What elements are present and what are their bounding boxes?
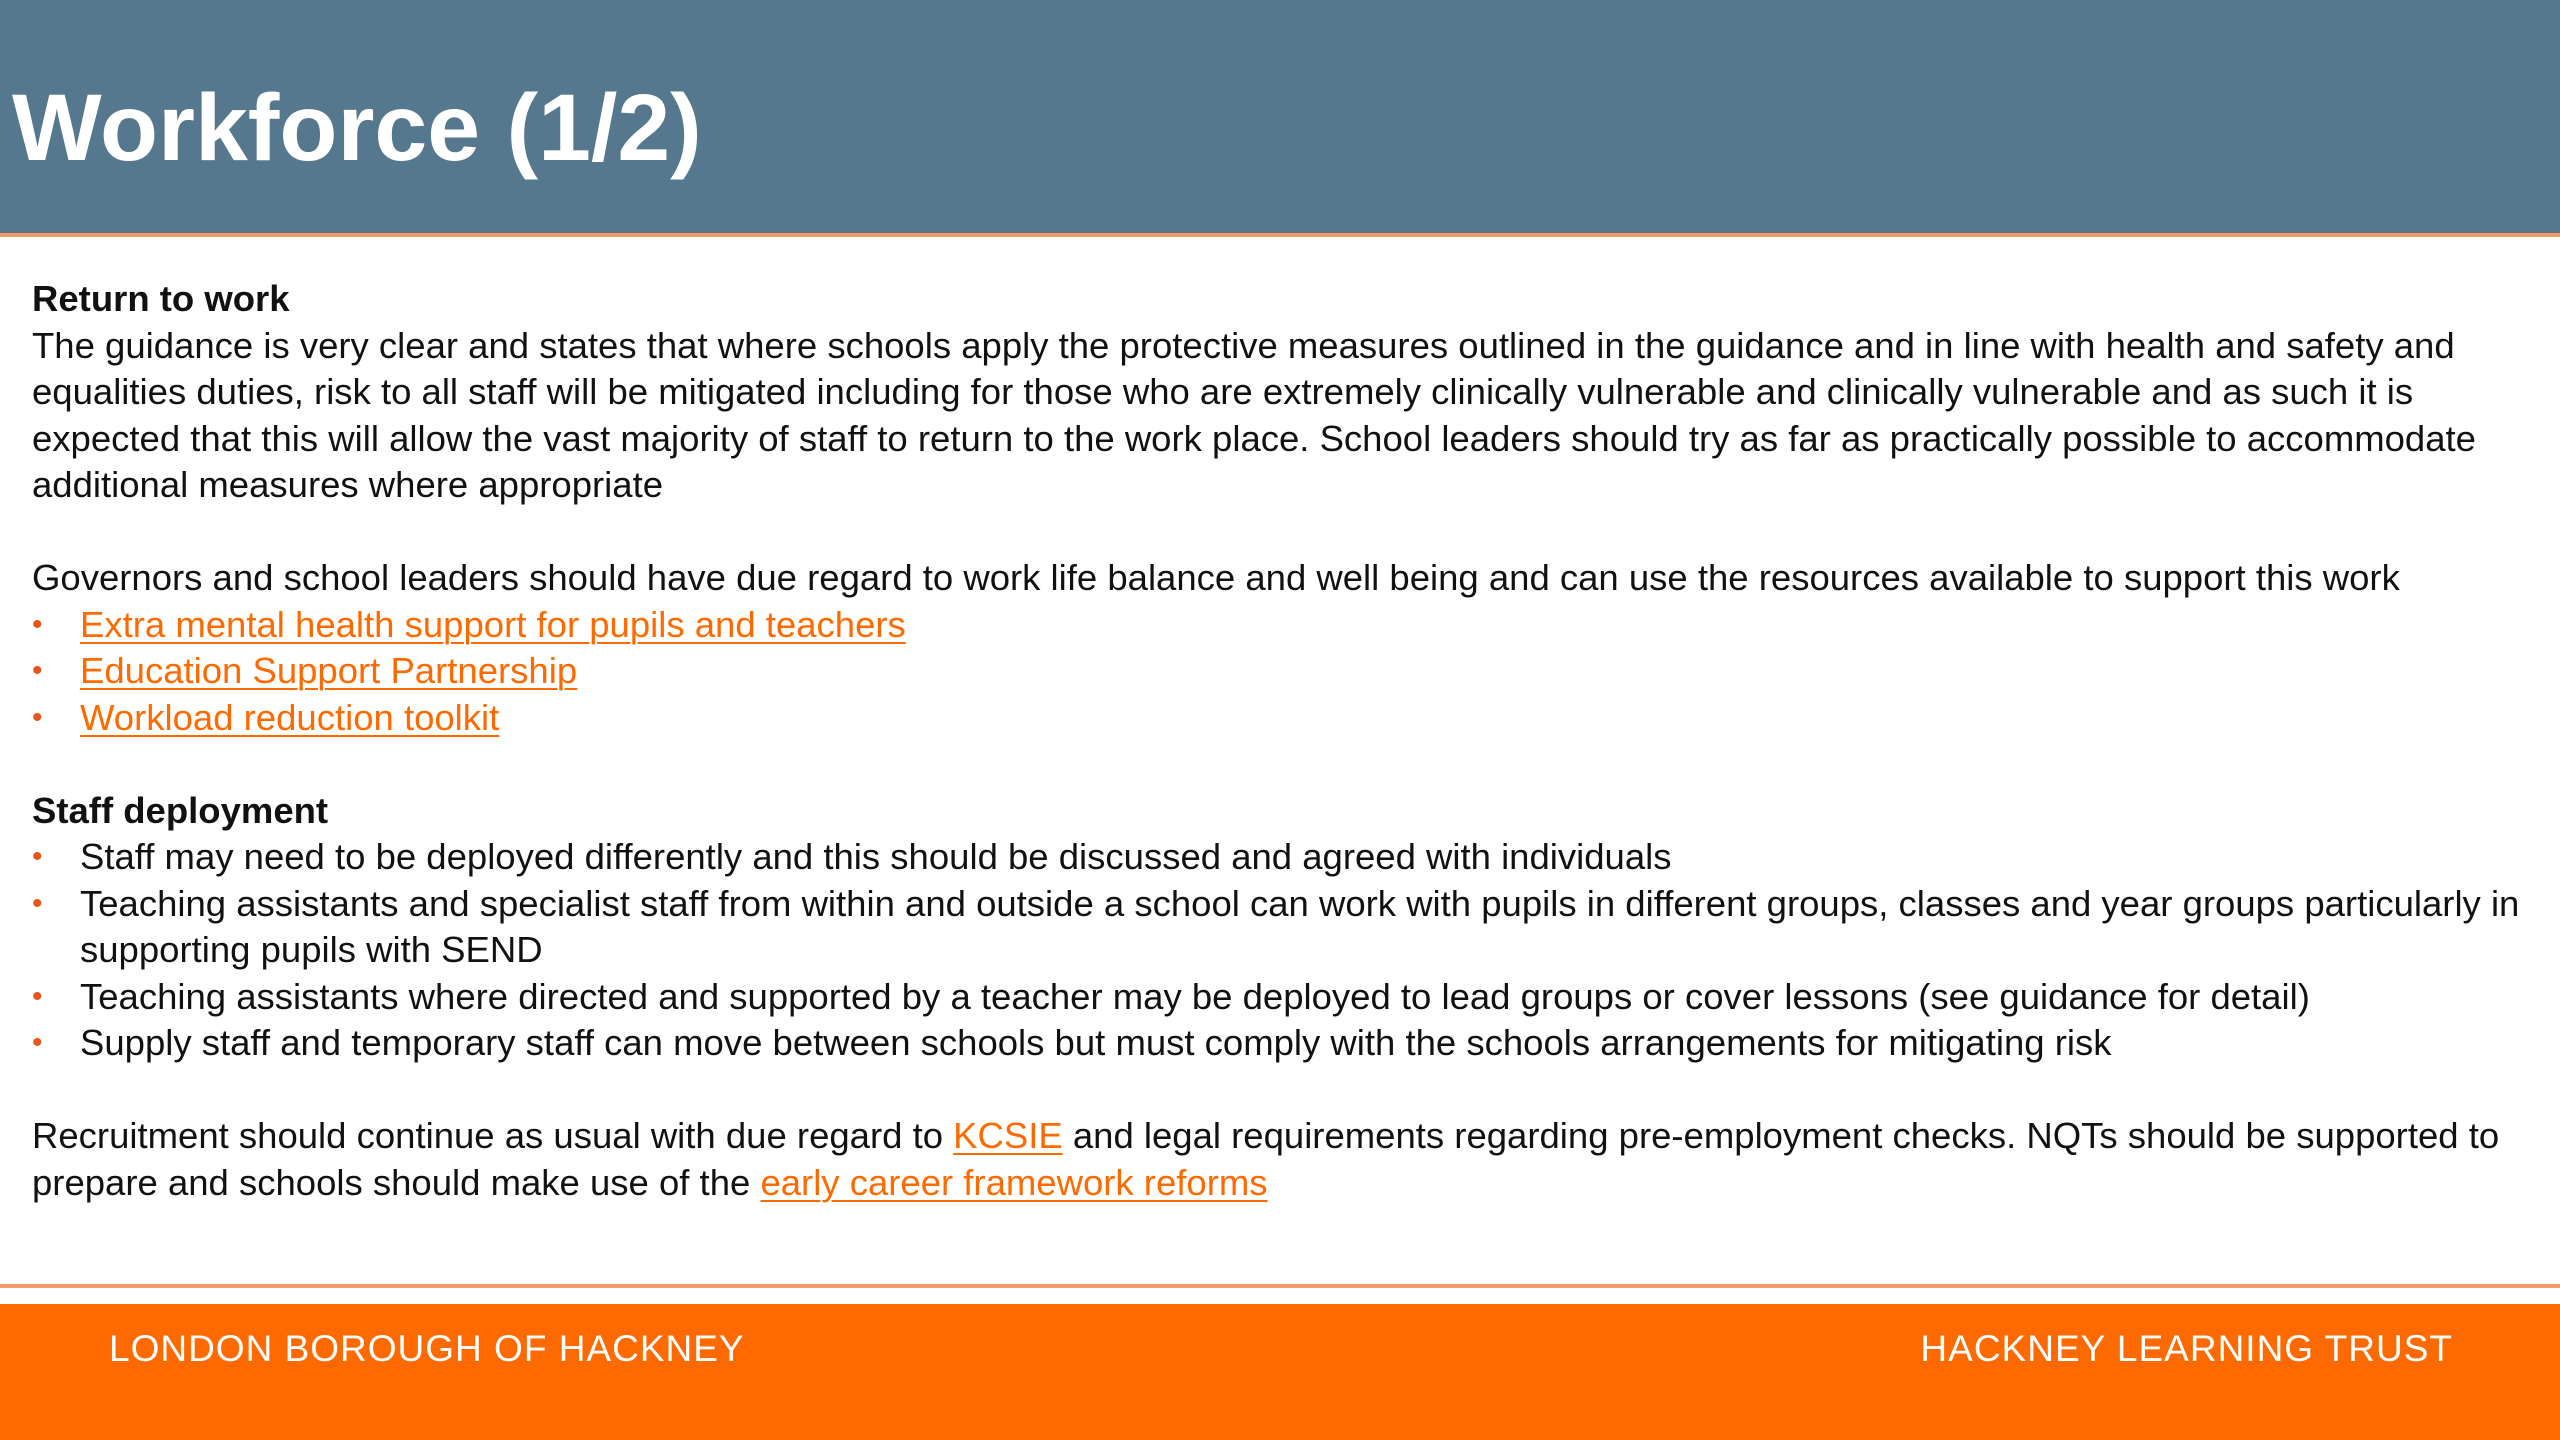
bullet-icon: •: [32, 1026, 43, 1059]
list-item: [32, 648, 2532, 695]
footer-org-right: HACKNEY LEARNING TRUST: [1920, 1328, 2453, 1369]
list-item-text: Staff may need to be deployed differently and this should be discussed and agreed with individuals: [80, 836, 1672, 877]
list-item: [32, 1020, 2532, 1067]
wellbeing-paragraph: Governors and school leaders should have due regard to work life balance and well being and can use the resources available to support this work: [32, 557, 2400, 598]
list-item: [32, 695, 2532, 742]
spacer: [32, 741, 2532, 788]
section-heading-return-to-work: Return to work: [32, 278, 290, 319]
bullet-icon: •: [32, 979, 43, 1013]
header-divider: [0, 233, 2560, 237]
workload-reduction-toolkit-link[interactable]: Workload reduction toolkit: [80, 696, 500, 738]
list-item-text: Teaching assistants where directed and supported by a teacher may be deployed to lead groups or cover lessons (see guidance for detail): [80, 975, 2310, 1017]
list-item-text: Supply staff and temporary staff can move between schools but must comply with the schools arrangements for mitigating risk: [80, 1022, 2112, 1063]
bullet-icon: •: [32, 840, 43, 873]
list-item: [32, 834, 2532, 881]
footer-org-left: LONDON BOROUGH OF HACKNEY: [109, 1328, 745, 1369]
bullet-icon: •: [32, 886, 43, 920]
slide-header: [0, 0, 2560, 233]
section-heading-staff-deployment: Staff deployment: [32, 789, 329, 831]
spacer: [32, 1067, 2532, 1114]
slide-title: Workforce (1/2): [12, 75, 702, 181]
mental-health-support-link[interactable]: Extra mental health support for pupils and teachers: [80, 603, 906, 645]
list-item: [32, 881, 2532, 974]
recruitment-text: and legal requirements regarding pre-employment checks. NQTs should be supported to prepare and schools should make use of the: [32, 1115, 2500, 1203]
spacer: [32, 509, 2532, 556]
bullet-icon: •: [32, 607, 43, 641]
bullet-icon: •: [32, 700, 43, 734]
list-item: [32, 974, 2532, 1021]
recruitment-paragraph: [32, 1113, 2532, 1206]
recruitment-text: Recruitment should continue as usual with due regard to: [32, 1115, 954, 1156]
footer-divider: [0, 1284, 2560, 1288]
bullet-icon: •: [32, 654, 43, 687]
list-item-text: Teaching assistants and specialist staff from within and outside a school can work with pupils in different groups, classes and year groups particularly in supporting pupils with SEND: [80, 882, 2520, 970]
education-support-partnership-link[interactable]: Education Support Partnership: [80, 650, 578, 691]
list-item: [32, 602, 2532, 649]
slide-body: [32, 276, 2532, 1206]
early-career-framework-link[interactable]: early career framework reforms: [760, 1161, 1268, 1203]
kcsie-link[interactable]: KCSIE: [953, 1115, 1063, 1156]
return-to-work-paragraph: The guidance is very clear and states that where schools apply the protective measures outlined in the guidance and in line with health and safety and equalities duties, risk to all staff will be mitigated including for those who are extremely clinically vulnerable and clinically vulnerable and as such it is expected that this will allow the vast majority of staff to return to the work place. School leaders should try as far as practically possible to accommodate additional measures where appropriate: [32, 324, 2476, 505]
slide-footer: [0, 1304, 2560, 1440]
resource-links-list: [32, 602, 2532, 742]
staff-deployment-list: [32, 834, 2532, 1067]
